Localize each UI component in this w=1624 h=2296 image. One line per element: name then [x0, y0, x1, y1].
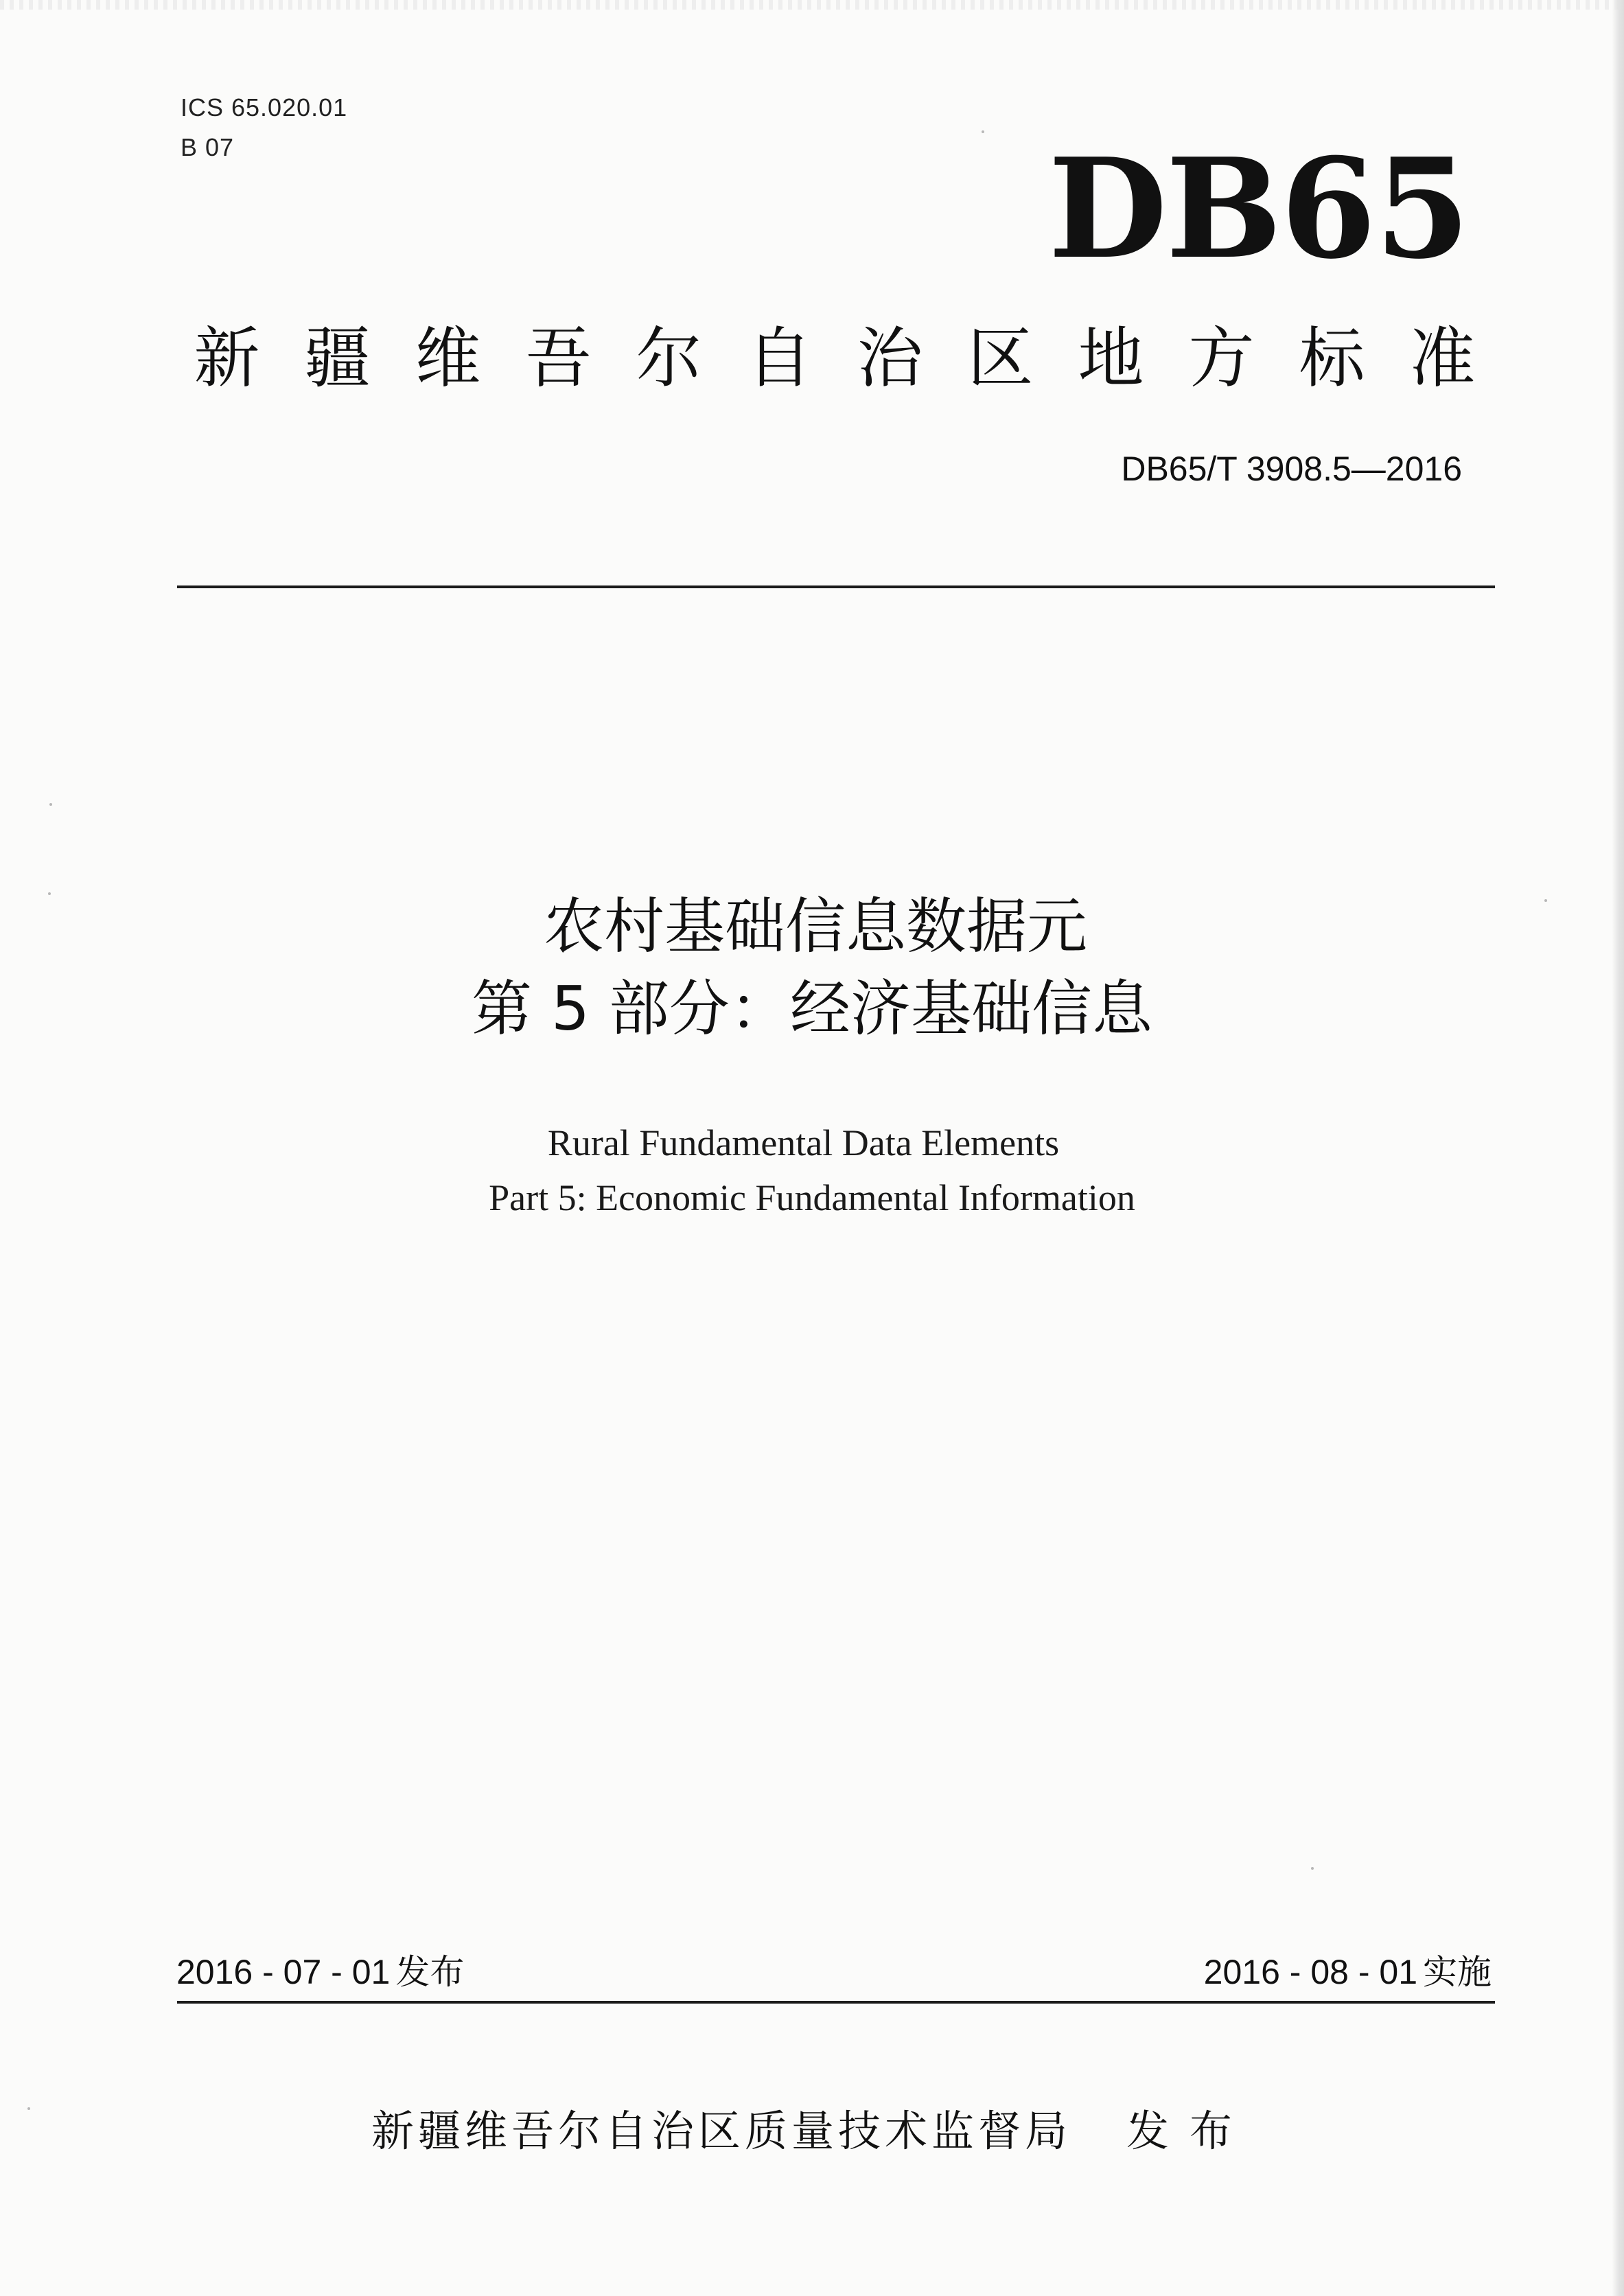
standard-logo: DB65	[1048, 128, 1469, 290]
category-char: 吾	[525, 320, 592, 397]
title-en-line1: Rural Fundamental Data Elements	[547, 1122, 1060, 1163]
bottom-divider	[177, 2001, 1495, 2004]
category-char: 治	[857, 320, 923, 397]
category-char: 方	[1188, 320, 1255, 397]
publisher-action: 发布	[1126, 2106, 1253, 2156]
document-title-chinese	[0, 885, 1624, 1050]
category-char: 自	[746, 320, 813, 397]
scan-speck	[48, 892, 51, 895]
top-divider	[177, 585, 1495, 588]
category-char: 地	[1078, 320, 1144, 397]
ics-code: ICS 65.020.01	[181, 93, 348, 121]
publisher-line	[0, 2100, 1624, 2162]
category-char: 疆	[304, 320, 371, 397]
scan-speck	[982, 130, 984, 133]
issue-label: 发布	[395, 1952, 465, 1992]
standard-category-title	[172, 317, 1476, 399]
title-en-line2: Part 5: Economic Fundamental Information	[489, 1177, 1135, 1218]
category-char: 尔	[636, 320, 702, 397]
classification-codes	[181, 88, 347, 167]
title-cn-line1: 农村基础信息数据元	[543, 891, 1087, 962]
implement-date: 2016 - 08 - 01	[1203, 1953, 1417, 1991]
standard-number: DB65/T 3908.5—2016	[1121, 450, 1462, 488]
title-cn-line2: 第 5 部分：经济基础信息	[472, 973, 1152, 1044]
ccs-code: B 07	[181, 133, 235, 161]
issue-date-block	[176, 1948, 464, 1996]
implement-date-block	[1030, 1948, 1492, 1996]
scan-edge-top	[0, 0, 1624, 10]
category-char: 准	[1409, 320, 1476, 397]
document-title-english	[0, 1115, 1624, 1225]
issue-date: 2016 - 07 - 01	[176, 1953, 391, 1991]
scan-speck	[1544, 899, 1547, 902]
implement-label: 实施	[1423, 1952, 1492, 1992]
category-char: 新	[194, 320, 260, 397]
category-char: 维	[415, 320, 481, 397]
scan-speck	[27, 2107, 30, 2110]
category-char: 区	[967, 320, 1034, 397]
publisher-name: 新疆维吾尔自治区质量技术监督局	[371, 2106, 1071, 2156]
scan-speck	[49, 803, 52, 806]
category-char: 标	[1299, 320, 1365, 397]
scan-speck	[1311, 1867, 1314, 1870]
